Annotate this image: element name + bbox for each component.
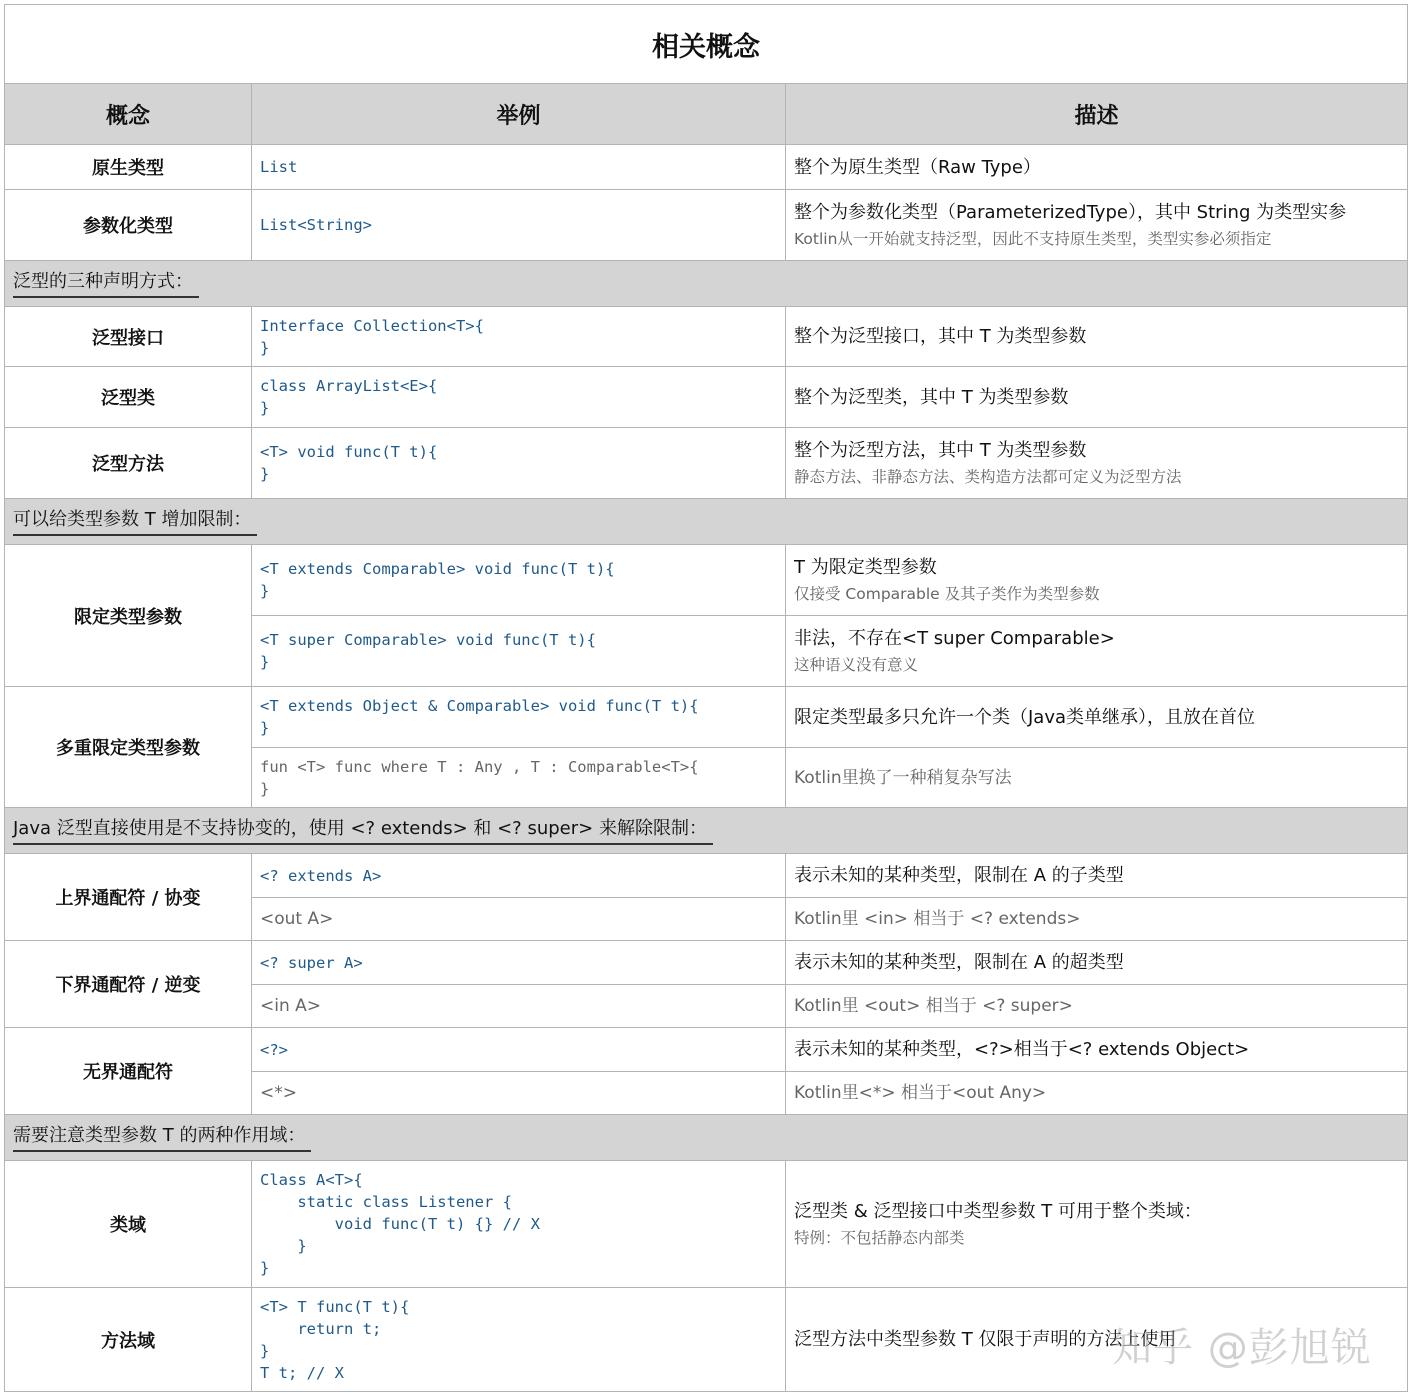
table-row [5,190,1408,261]
header-concept: 概念 [5,84,252,145]
code-example: <?> [260,1040,288,1059]
header-description: 描述 [786,84,1408,145]
description-text: 整个为泛型类，其中 T 为类型参数 [794,386,1069,408]
code-example: <*> [260,1083,297,1103]
code-example: <T> void func(T t){ } [260,443,438,483]
code-example: <T extends Comparable> void func(T t){ } [260,560,615,600]
description-text: 整个为原生类型（Raw Type） [794,156,1041,178]
code-example: <T extends Object & Comparable> void func(T t){ } [260,697,699,737]
code-example: <in A> [260,996,322,1016]
section-header: 需要注意类型参数 T 的两种作用域： [5,1115,1408,1161]
concept-cell: 参数化类型 [5,190,252,261]
table-row [5,428,1408,499]
section-header: 可以给类型参数 T 增加限制： [5,499,1408,545]
description-note: Kotlin里 <in> 相当于 <? extends> [794,909,1081,929]
description-note: Kotlin里换了一种稍复杂写法 [794,767,1012,788]
table-row [5,545,1408,616]
section-header: Java 泛型直接使用是不支持协变的，使用 <? extends> 和 <? super> 来解除限制： [5,808,1408,854]
concept-cell: 类域 [5,1161,252,1288]
code-example: <T> T func(T t){ return t; } T t; // X [260,1297,410,1382]
description-text: 泛型类 & 泛型接口中类型参数 T 可用于整个类域： [794,1200,1202,1222]
concept-cell: 限定类型参数 [5,545,252,687]
description-text: 整个为泛型方法，其中 T 为类型参数 [794,439,1087,461]
code-example: List [260,158,298,176]
code-example: <? extends A> [260,866,382,885]
code-example: <? super A> [260,953,363,972]
description-text: 表示未知的某种类型，限制在 A 的超类型 [794,952,1124,973]
code-example: class ArrayList<E>{ } [260,377,438,417]
description-note: 仅接受 Comparable 及其子类作为类型参数 [794,584,1100,603]
description-note: Kotlin从一开始就支持泛型，因此不支持原生类型，类型实参必须指定 [794,229,1272,248]
description-note: 特例：不包括静态内部类 [794,1228,965,1247]
description-note: 静态方法、非静态方法、类构造方法都可定义为泛型方法 [794,467,1182,486]
section-header: 泛型的三种声明方式： [5,261,1408,307]
code-example: <out A> [260,909,334,929]
table-row [5,307,1408,367]
concept-cell: 原生类型 [5,145,252,190]
concept-cell: 下界通配符 / 逆变 [5,941,252,1028]
concept-cell: 泛型接口 [5,307,252,367]
concept-cell: 方法域 [5,1288,252,1392]
table-row [5,941,1408,985]
description-text: 表示未知的某种类型，<?>相当于<? extends Object> [794,1039,1250,1060]
description-note: 这种语义没有意义 [794,655,919,674]
description-note: Kotlin里<*> 相当于<out Any> [794,1083,1047,1103]
code-example: Interface Collection<T>{ } [260,316,484,357]
description-text: 非法，不存在<T super Comparable> [794,627,1115,649]
concept-cell: 泛型方法 [5,428,252,499]
description-text: T 为限定类型参数 [794,556,937,578]
code-example: List<String> [260,216,372,234]
header-example: 举例 [252,84,786,145]
table-title: 相关概念 [5,5,1408,84]
description-text: 整个为泛型接口，其中 T 为类型参数 [794,326,1087,347]
table-row [5,1161,1408,1288]
concept-cell: 上界通配符 / 协变 [5,854,252,941]
table-row [5,1028,1408,1072]
concept-table [4,4,1408,1392]
table-row [5,854,1408,898]
concept-cell: 泛型类 [5,367,252,428]
watermark: 知乎 @彭旭锐 [1112,1325,1372,1371]
table-row [5,367,1408,428]
description-text: 限定类型最多只允许一个类（Java类单继承），且放在首位 [794,706,1256,728]
description-text: 表示未知的某种类型，限制在 A 的子类型 [794,865,1124,886]
table-row [5,1288,1408,1392]
description-text: 泛型方法中类型参数 T 仅限于声明的方法上使用 [794,1329,1177,1350]
description-note: Kotlin里 <out> 相当于 <? super> [794,996,1073,1016]
code-example: fun <T> func where T : Any , T : Comparable<T>{ } [260,757,699,798]
concept-cell: 多重限定类型参数 [5,687,252,808]
table-row [5,145,1408,190]
table-row [5,687,1408,748]
code-example: <T super Comparable> void func(T t){ } [260,631,596,671]
description-text: 整个为参数化类型（ParameterizedType），其中 String 为类型实参 [794,201,1347,223]
concept-cell: 无界通配符 [5,1028,252,1115]
code-example: Class A<T>{ static class Listener { void func(T t) {} // X } } [260,1171,540,1277]
